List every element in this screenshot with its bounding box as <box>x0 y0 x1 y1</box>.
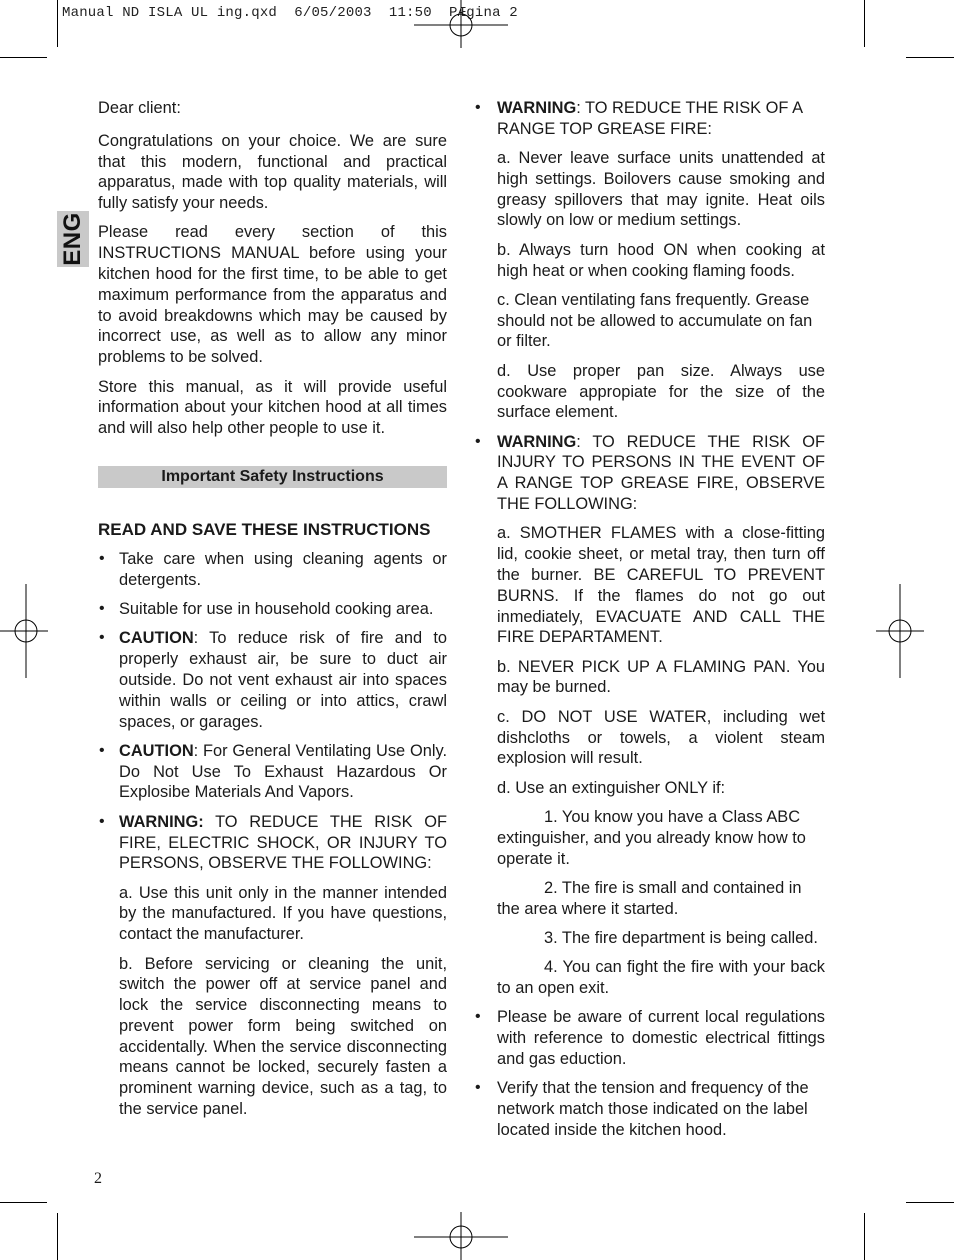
extinguisher-condition: 3. The fire department is being called. <box>544 928 818 947</box>
warning-subitem: a. Use this unit only in the manner intended by the manufactured. If you have questions, contact the manufacturer. <box>119 883 447 944</box>
language-tab-label: ENG <box>59 212 87 266</box>
final-list <box>473 1007 825 1140</box>
registration-mark-top <box>414 0 508 48</box>
warning-subitem: d. Use proper pan size. Always use cookware appropiate for the size of the surface element. <box>497 361 825 422</box>
print-slug: Manual ND ISLA UL ing.qxd 6/05/2003 11:50 PÆgina 2 <box>62 5 518 21</box>
page-number: 2 <box>94 1170 102 1187</box>
intro-paragraph: Store this manual, as it will provide useful information about your kitchen hood at all times and will also help other people to use it. <box>98 377 447 438</box>
crop-mark <box>57 1213 58 1260</box>
warning-list-2 <box>473 432 825 515</box>
warning-subitem: b. NEVER PICK UP A FLAMING PAN. You may be burned. <box>497 657 825 697</box>
list-item: • Suitable for use in household cooking area. <box>98 599 447 620</box>
registration-mark-bottom <box>414 1212 508 1260</box>
list-item: • WARNING: TO REDUCE THE RISK OF INJURY TO PERSONS IN THE EVENT OF A RANGE TOP GREASE FIRE, OBSERVE THE FOLLOWING: <box>473 432 825 515</box>
extinguisher-condition: 1. You know you have a Class ABC extinguisher, and you already know how to operate it. <box>497 807 806 868</box>
warning-subitem: b. Before servicing or cleaning the unit, switch the power off at service panel and lock the service disconnecting means to prevent power form being switched on accidentally. When the service disconnecting means cannot be locked, securely fasten a prominent warning device, such as a tag, to the service panel. <box>119 954 447 1119</box>
list-item: • CAUTION: For General Ventilating Use Only. Do Not Use To Exhaust Hazardous Or Explosibe Materials And Vapors. <box>98 741 447 803</box>
warning-subitem: b. Always turn hood ON when cooking at high heat or when cooking flaming foods. <box>497 240 825 280</box>
crop-mark <box>864 0 865 47</box>
list-item: • Take care when using cleaning agents or detergents. <box>98 549 447 591</box>
greeting: Dear client: <box>98 99 181 117</box>
warning-subitem: c. DO NOT USE WATER, including wet dishcloths or towels, a violent steam explosion will result. <box>497 707 825 768</box>
language-tab <box>57 211 89 267</box>
extinguisher-condition: 2. The fire is small and contained in the area where it started. <box>497 878 802 918</box>
list-item: • Please be aware of current local regulations with reference to domestic electrical fittings and gas eduction. <box>473 1007 825 1069</box>
intro-paragraph: Please read every section of this INSTRUCTIONS MANUAL before using your kitchen hood for the first time, to be able to get maximum performance from the apparatus and to avoid breakdowns which may be caused by incorrect use, as well as to allow any minor problems to be solved. <box>98 223 447 367</box>
registration-mark-right <box>876 584 924 678</box>
crop-mark <box>0 1202 47 1203</box>
crop-mark <box>57 0 58 47</box>
extinguisher-condition: 4. You can fight the fire with your back to an open exit. <box>497 958 825 997</box>
left-column <box>98 98 447 1128</box>
list-item: • CAUTION: To reduce risk of fire and to properly exhaust air, be sure to duct air outside. Do not vent exhaust air into spaces within walls or ceiling or into attics, crawl spaces, or garages. <box>98 628 447 732</box>
safety-list <box>98 549 447 874</box>
warning-list-1 <box>473 98 825 140</box>
registration-mark-left <box>0 584 48 678</box>
list-item: • WARNING: TO REDUCE THE RISK OF FIRE, ELECTRIC SHOCK, OR INJURY TO PERSONS, OBSERVE THE FOLLOWING: <box>98 812 447 874</box>
section-title: Important Safety Instructions <box>98 466 447 488</box>
warning-subitem: d. Use an extinguisher ONLY if: <box>497 778 726 797</box>
instructions-heading: READ AND SAVE THESE INSTRUCTIONS <box>98 519 431 539</box>
intro-paragraph: Congratulations on your choice. We are sure that this modern, functional and practical apparatus, made with top quality materials, will fully satisfy your needs. <box>98 131 447 213</box>
crop-mark <box>906 57 954 58</box>
list-item: • Verify that the tension and frequency of the network match those indicated on the label located inside the kitchen hood. <box>473 1078 825 1140</box>
crop-mark <box>906 1202 954 1203</box>
crop-mark <box>864 1213 865 1260</box>
warning-subitem: c. Clean ventilating fans frequently. Grease should not be allowed to accumulate on fan or filter. <box>497 290 813 351</box>
list-item: • WARNING: TO REDUCE THE RISK OF A RANGE TOP GREASE FIRE: <box>473 98 825 140</box>
right-column <box>473 98 825 1149</box>
warning-subitem: a. Never leave surface units unattended at high settings. Boilovers cause smoking and greasy spillovers that may ignite. Heat oils slowly on low or medium settings. <box>497 149 825 230</box>
warning-subitem: a. SMOTHER FLAMES with a close-fitting lid, cookie sheet, or metal tray, then turn off the burner. BE CAREFUL TO PREVENT BURNS. If the flames do not go out inmediately, EVACUATE AND CALL THE FIRE DEPARTAMENT. <box>497 524 825 647</box>
crop-mark <box>0 57 47 58</box>
